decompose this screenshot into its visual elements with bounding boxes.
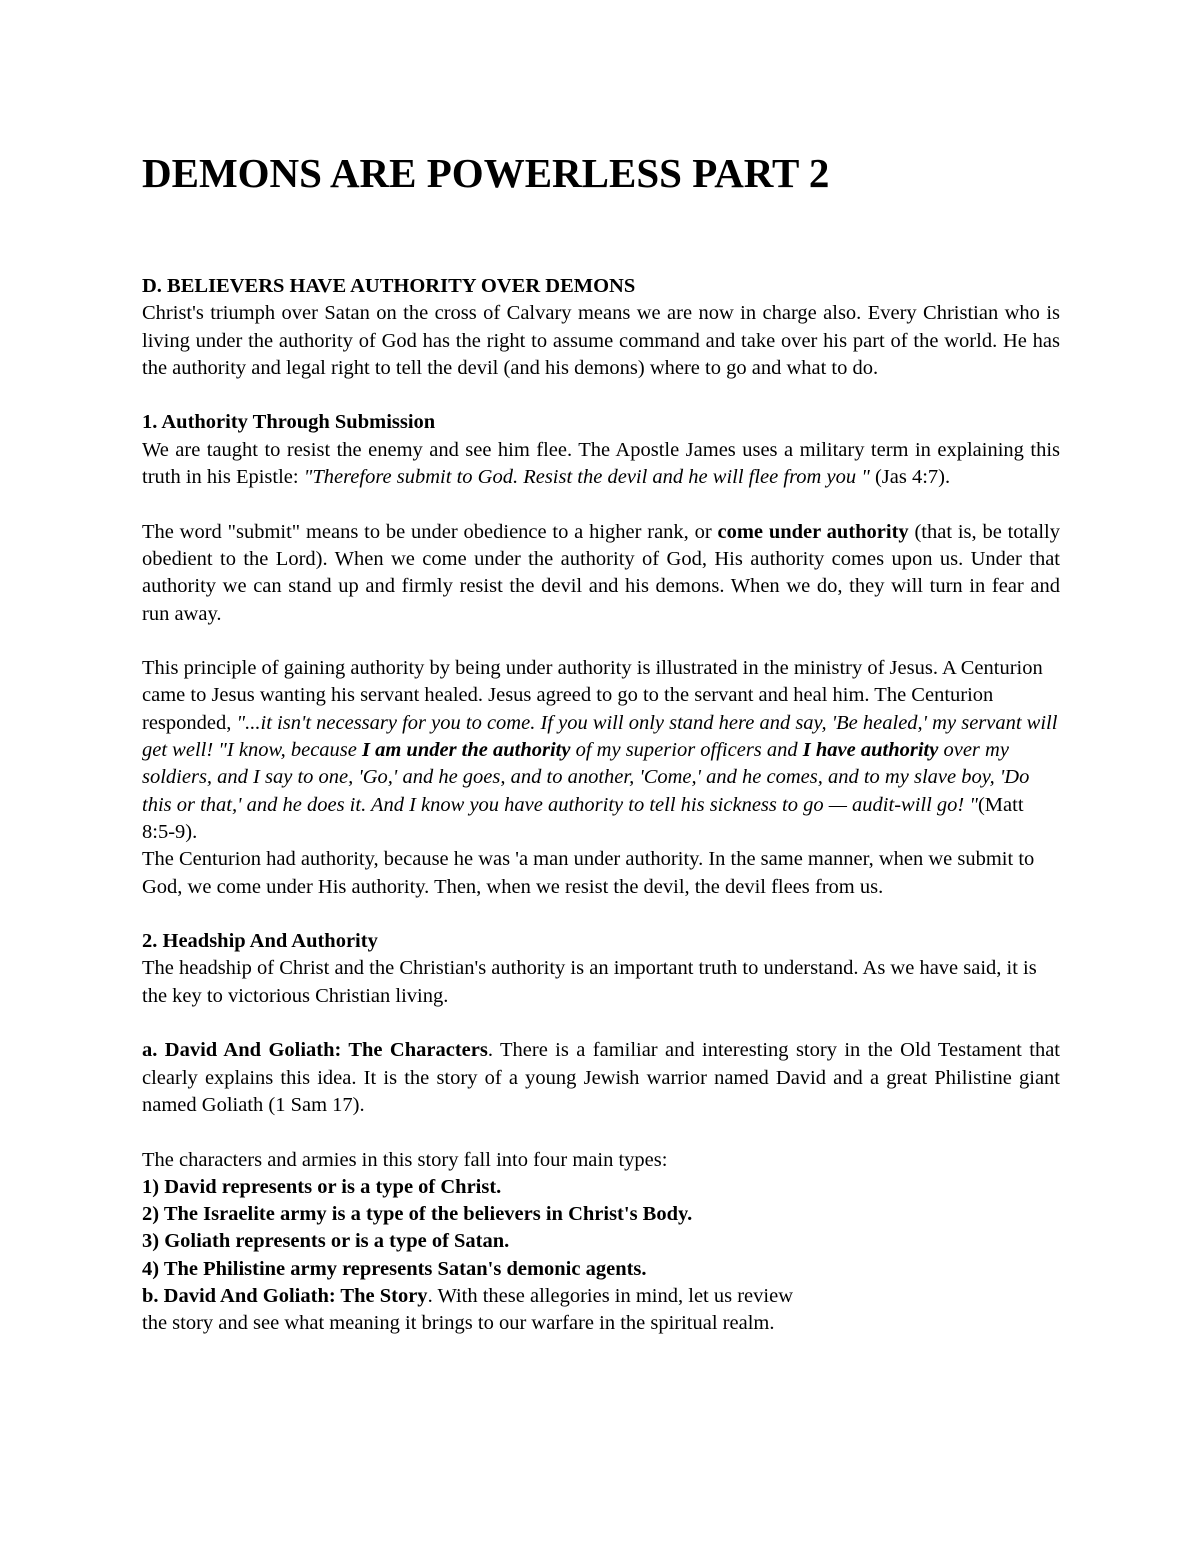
- section-d-heading: D. BELIEVERS HAVE AUTHORITY OVER DEMONS: [142, 275, 636, 297]
- spacer: [142, 1119, 1060, 1146]
- section-2b-paragraph-line-1: b. David And Goliath: The Story. With these allegories in mind, let us review: [142, 1284, 793, 1307]
- section-1-heading: 1. Authority Through Submission: [142, 411, 436, 434]
- spacer: [142, 628, 1060, 655]
- section-2-heading: 2. Headship And Authority: [142, 930, 378, 953]
- centurion-quote: "...it isn't necessary for you to come. If you will only stand here and say, 'Be healed,' my servant will get well! "I know, because I am under the authority of my superior officers and I have authority over my soldiers, and I say to one, 'Go,' and he goes, and to another, 'Come,' and he comes, and to my slave boy, 'Do this or that,' and he does it. And I know you have authority to tell his sickness to go — audit-will go! ": [142, 711, 1058, 816]
- emphasis-text: come under authority: [717, 520, 909, 543]
- section-2a-paragraph: a. David And Goliath: The Characters. There is a familiar and interesting story in the Old Testament that clearly explains this idea. It is the story of a young Jewish warrior named David and a great Philistine giant named Goliath (1 Sam 17).: [142, 1039, 1060, 1116]
- section-d-paragraph: Christ's triumph over Satan on the cross of Calvary means we are now in charge also. Every Christian who is living under the authority of God has the right to assume command and take over his part of the world. He has the authority and legal right to tell the devil (and his demons) where to go and what to do.: [142, 302, 1060, 379]
- type-item: 2) The Israelite army is a type of the believers in Christ's Body.: [142, 1203, 693, 1226]
- section-2-paragraph-1: The headship of Christ and the Christian's authority is an important truth to understand. As we have said, it is the key to victorious Christian living.: [142, 957, 1037, 1007]
- subsection-b-heading: b. David And Goliath: The Story: [142, 1284, 428, 1307]
- section-1-paragraph-1: We are taught to resist the enemy and see him flee. The Apostle James uses a military term in explaining this truth in his Epistle: "Therefore submit to God. Resist the devil and he will flee from you " (Jas 4:7).: [142, 438, 1060, 489]
- document-body: [142, 273, 1060, 1338]
- type-item: 1) David represents or is a type of Christ.: [142, 1175, 502, 1198]
- spacer: [142, 901, 1060, 928]
- james-quote: "Therefore submit to God. Resist the devil and he will flee from you ": [303, 466, 870, 489]
- section-1-paragraph-2: The word "submit" means to be under obedience to a higher rank, or come under authority (that is, be totally obedient to the Lord). When we come under the authority of God, His authority comes upon us. Under that authority we can stand up and firmly resist the devil and his demons. When we do, they will turn in fear and run away.: [142, 520, 1060, 625]
- subsection-a-heading: a. David And Goliath: The Characters: [142, 1039, 488, 1062]
- document-title: DEMONS ARE POWERLESS PART 2: [142, 150, 830, 196]
- spacer: [142, 1010, 1060, 1037]
- type-item: 4) The Philistine army represents Satan's demonic agents.: [142, 1257, 647, 1280]
- type-item: 3) Goliath represents or is a type of Satan.: [142, 1230, 510, 1253]
- section-2b-paragraph-line-2: the story and see what meaning it brings to our warfare in the spiritual realm.: [142, 1312, 775, 1335]
- section-1-paragraph-3: This principle of gaining authority by being under authority is illustrated in the ministry of Jesus. A Centurion came to Jesus wanting his servant healed. Jesus agreed to go to the servant and heal him. The Centurion responded, "...it isn't necessary for you to come. If you will only stand here and say, 'Be healed,' my servant will get well! "I know, because I am under the authority of my superior officers and I have authority over my soldiers, and I say to one, 'Go,' and he goes, and to another, 'Come,' and he comes, and to my slave boy, 'Do this or that,' and he does it. And I know you have authority to tell his sickness to go — audit-will go! "(Matt 8:5-9).: [142, 657, 1058, 843]
- section-1-paragraph-4: The Centurion had authority, because he was 'a man under authority. In the same manner, when we submit to God, we come under His authority. Then, when we resist the devil, the devil flees from us.: [142, 848, 1035, 898]
- spacer: [142, 382, 1060, 409]
- types-intro: The characters and armies in this story fall into four main types:: [142, 1148, 668, 1171]
- spacer: [142, 491, 1060, 518]
